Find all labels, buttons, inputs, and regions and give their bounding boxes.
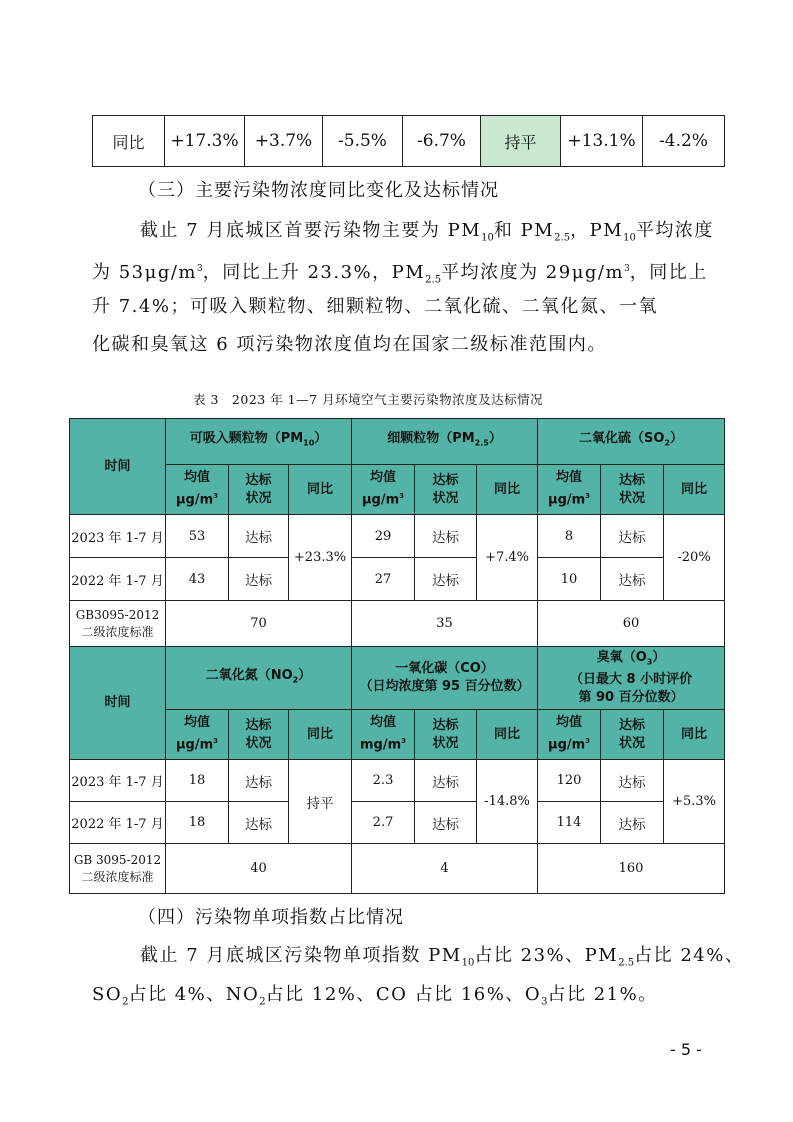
standard-label: GB3095-2012 二级浓度标准	[70, 601, 166, 647]
so2-status: 达标	[601, 558, 664, 601]
so2-yoy: -20%	[664, 515, 725, 601]
pollutant-table	[69, 418, 725, 894]
so2-status: 达标	[601, 515, 664, 558]
page-number: - 5 -	[670, 1040, 702, 1059]
yoy-fragment-table	[92, 115, 725, 167]
time-cell: 2022 年 1-7 月	[70, 558, 166, 601]
mean-subheader: 均值 $\mu g/m^3$	[538, 465, 601, 515]
section3-para-line3: 升 7.4%；可吸入颗粒物、细颗粒物、二氧化硫、二氧化氮、一氧	[92, 296, 658, 317]
co-status: 达标	[415, 802, 477, 844]
standard-row	[70, 601, 725, 647]
co-value: 2.7	[352, 802, 415, 844]
section4-para-line1: 截止 7 月底城区污染物单项指数 $PM_{10}$占比 23%、$PM_{2.5}$占比 24%、	[140, 945, 745, 969]
pm25-standard: 35	[352, 601, 538, 647]
status-subheader: 达标 状况	[415, 710, 477, 760]
time-cell: 2022 年 1-7 月	[70, 802, 166, 844]
o3-standard: 160	[538, 844, 725, 894]
so2-standard: 60	[538, 601, 725, 647]
yoy-subheader: 同比	[664, 465, 725, 515]
section3-para-line1: 截止 7 月底城区首要污染物主要为 $PM_{10}$和 $PM_{2.5}$，$PM_{10}$平均浓度	[140, 220, 714, 244]
table-row	[70, 802, 725, 844]
mean-subheader: 均值 $\mu g/m^3$	[352, 465, 415, 515]
co-standard: 4	[352, 844, 538, 894]
table-row	[70, 515, 725, 558]
no2-yoy: 持平	[289, 760, 352, 844]
no2-status: 达标	[229, 802, 289, 844]
table-row	[70, 760, 725, 802]
no2-standard: 40	[166, 844, 352, 894]
yoy-subheader: 同比	[477, 465, 538, 515]
no2-value: 18	[166, 802, 229, 844]
section3-heading: （三）主要污染物浓度同比变化及达标情况	[138, 180, 499, 201]
pm25-header: 细颗粒物$(PM_{2.5})$	[352, 419, 538, 465]
pm10-status: 达标	[229, 558, 289, 601]
yoy-cell-highlight: 持平	[481, 116, 561, 167]
status-subheader: 达标 状况	[229, 465, 289, 515]
yoy-row	[93, 116, 725, 167]
pm10-status: 达标	[229, 515, 289, 558]
mean-subheader: 均值 $\mu g/m^3$	[538, 710, 601, 760]
time-cell: 2023 年 1-7 月	[70, 760, 166, 802]
section4-para-line2: $SO_2$占比 4%、$NO_2$占比 12%、CO 占比 16%、$O_3$占比 21%。	[92, 984, 658, 1008]
mean-subheader: 均值 $\mu g/m^3$	[166, 710, 229, 760]
no2-value: 18	[166, 760, 229, 802]
pm10-value: 43	[166, 558, 229, 601]
yoy-cell: -4.2%	[643, 116, 725, 167]
pm25-value: 29	[352, 515, 415, 558]
co-status: 达标	[415, 760, 477, 802]
no2-header: 二氧化氮$(NO_2)$	[166, 647, 352, 710]
yoy-cell: +13.1%	[561, 116, 643, 167]
co-yoy: -14.8%	[477, 760, 538, 844]
pm25-value: 27	[352, 558, 415, 601]
o3-yoy: +5.3%	[664, 760, 725, 844]
pm10-header: 可吸入颗粒物$(PM_{10})$	[166, 419, 352, 465]
pm25-status: 达标	[415, 558, 477, 601]
section3-para-line2: 为 $53\mu g/m^3$，同比上升 23.3%，$PM_{2.5}$平均浓度为 $29\mu g/m^3$，同比上	[92, 262, 708, 286]
yoy-subheader: 同比	[289, 710, 352, 760]
status-subheader: 达标 状况	[229, 710, 289, 760]
standard-row	[70, 844, 725, 894]
status-subheader: 达标 状况	[601, 710, 664, 760]
section4-heading: （四）污染物单项指数占比情况	[138, 907, 404, 928]
table3-caption: 表 3 2023 年 1—7 月环境空气主要污染物浓度及达标情况	[193, 392, 544, 407]
no2-status: 达标	[229, 760, 289, 802]
group2-header-row	[70, 647, 725, 710]
group2-subheader-row	[70, 710, 725, 760]
co-header: 一氧化碳（CO） （日均浓度第 95 百分位数）	[352, 647, 538, 710]
time-header: 时间	[70, 647, 166, 760]
o3-header: 臭氧$(O_3)$ （日最大 8 小时评价 第 90 百分位数）	[538, 647, 725, 710]
o3-status: 达标	[601, 760, 664, 802]
mean-subheader: 均值 $mg/m^3$	[352, 710, 415, 760]
o3-value: 120	[538, 760, 601, 802]
pm10-value: 53	[166, 515, 229, 558]
time-header: 时间	[70, 419, 166, 515]
o3-status: 达标	[601, 802, 664, 844]
yoy-subheader: 同比	[477, 710, 538, 760]
standard-label: GB 3095-2012 二级浓度标准	[70, 844, 166, 894]
status-subheader: 达标 状况	[415, 465, 477, 515]
o3-value: 114	[538, 802, 601, 844]
pm25-yoy: +7.4%	[477, 515, 538, 601]
yoy-cell: -6.7%	[403, 116, 481, 167]
yoy-subheader: 同比	[664, 710, 725, 760]
mean-subheader: 均值 $\mu g/m^3$	[166, 465, 229, 515]
section3-para-line4: 化碳和臭氧这 6 项污染物浓度值均在国家二级标准范围内。	[92, 334, 607, 355]
yoy-cell: -5.5%	[323, 116, 403, 167]
so2-value: 10	[538, 558, 601, 601]
co-value: 2.3	[352, 760, 415, 802]
yoy-label: 同比	[93, 116, 165, 167]
so2-header: 二氧化硫$(SO_2)$	[538, 419, 725, 465]
table-row	[70, 558, 725, 601]
group1-header-row	[70, 419, 725, 465]
yoy-cell: +3.7%	[245, 116, 323, 167]
status-subheader: 达标 状况	[601, 465, 664, 515]
pm10-yoy: +23.3%	[289, 515, 352, 601]
group1-subheader-row	[70, 465, 725, 515]
so2-value: 8	[538, 515, 601, 558]
pm10-standard: 70	[166, 601, 352, 647]
yoy-cell: +17.3%	[165, 116, 245, 167]
time-cell: 2023 年 1-7 月	[70, 515, 166, 558]
yoy-subheader: 同比	[289, 465, 352, 515]
pm25-status: 达标	[415, 515, 477, 558]
